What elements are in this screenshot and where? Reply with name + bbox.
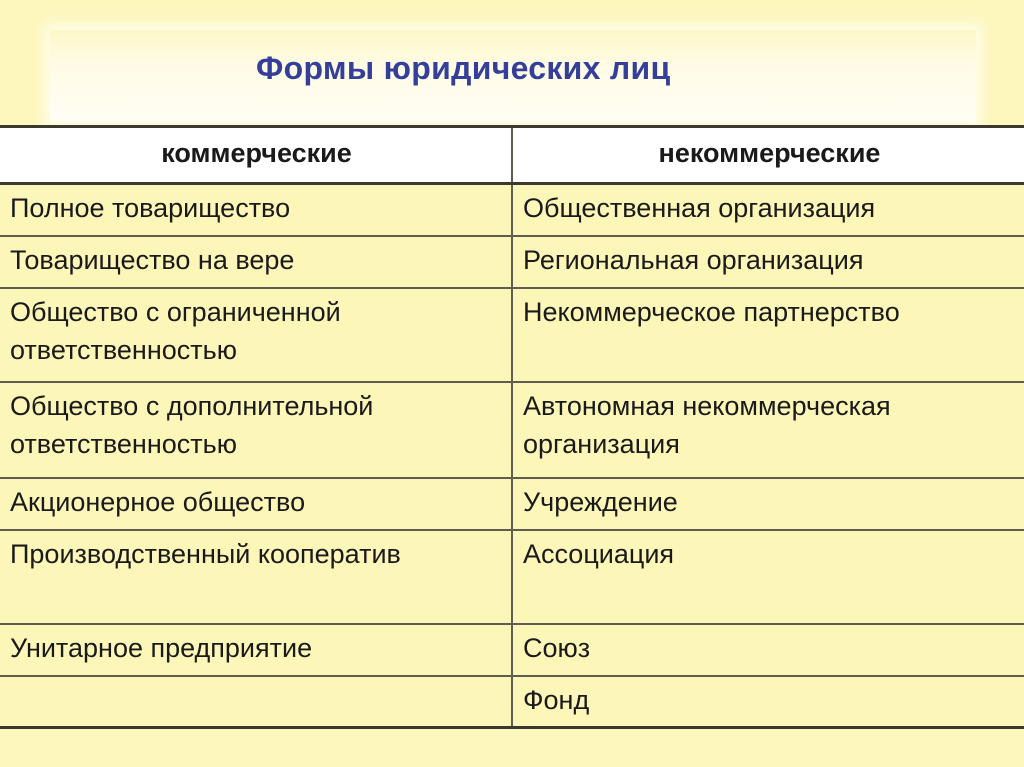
table-row: [0, 530, 1024, 624]
table-row: [0, 676, 1024, 728]
page-title: Формы юридических лиц: [256, 50, 671, 86]
table-row: [0, 236, 1024, 288]
commercial-cell: Общество с дополнительной ответственностью: [0, 382, 512, 478]
table-row: [0, 624, 1024, 676]
table-header-row: [0, 127, 1024, 184]
table-row: [0, 478, 1024, 530]
noncommercial-cell: Учреждение: [512, 478, 1024, 530]
header-noncommercial: некоммерческие: [512, 127, 1024, 184]
noncommercial-cell: Общественная организация: [512, 184, 1024, 236]
commercial-cell: [0, 676, 512, 728]
table-row: [0, 382, 1024, 478]
commercial-cell: Товарищество на вере: [0, 236, 512, 288]
noncommercial-cell: Союз: [512, 624, 1024, 676]
header-commercial: коммерческие: [0, 127, 512, 184]
noncommercial-cell: Фонд: [512, 676, 1024, 728]
legal-forms-table: [0, 125, 1024, 729]
commercial-cell: Полное товарищество: [0, 184, 512, 236]
commercial-cell: Унитарное предприятие: [0, 624, 512, 676]
commercial-cell: Общество с ограниченной ответственностью: [0, 288, 512, 382]
table-row: [0, 184, 1024, 236]
noncommercial-cell: Региональная организация: [512, 236, 1024, 288]
commercial-cell: Производственный кооператив: [0, 530, 512, 624]
noncommercial-cell: Автономная некоммерческая организация: [512, 382, 1024, 478]
noncommercial-cell: Некоммерческое партнерство: [512, 288, 1024, 382]
commercial-cell: Акционерное общество: [0, 478, 512, 530]
table-row: [0, 288, 1024, 382]
noncommercial-cell: Ассоциация: [512, 530, 1024, 624]
